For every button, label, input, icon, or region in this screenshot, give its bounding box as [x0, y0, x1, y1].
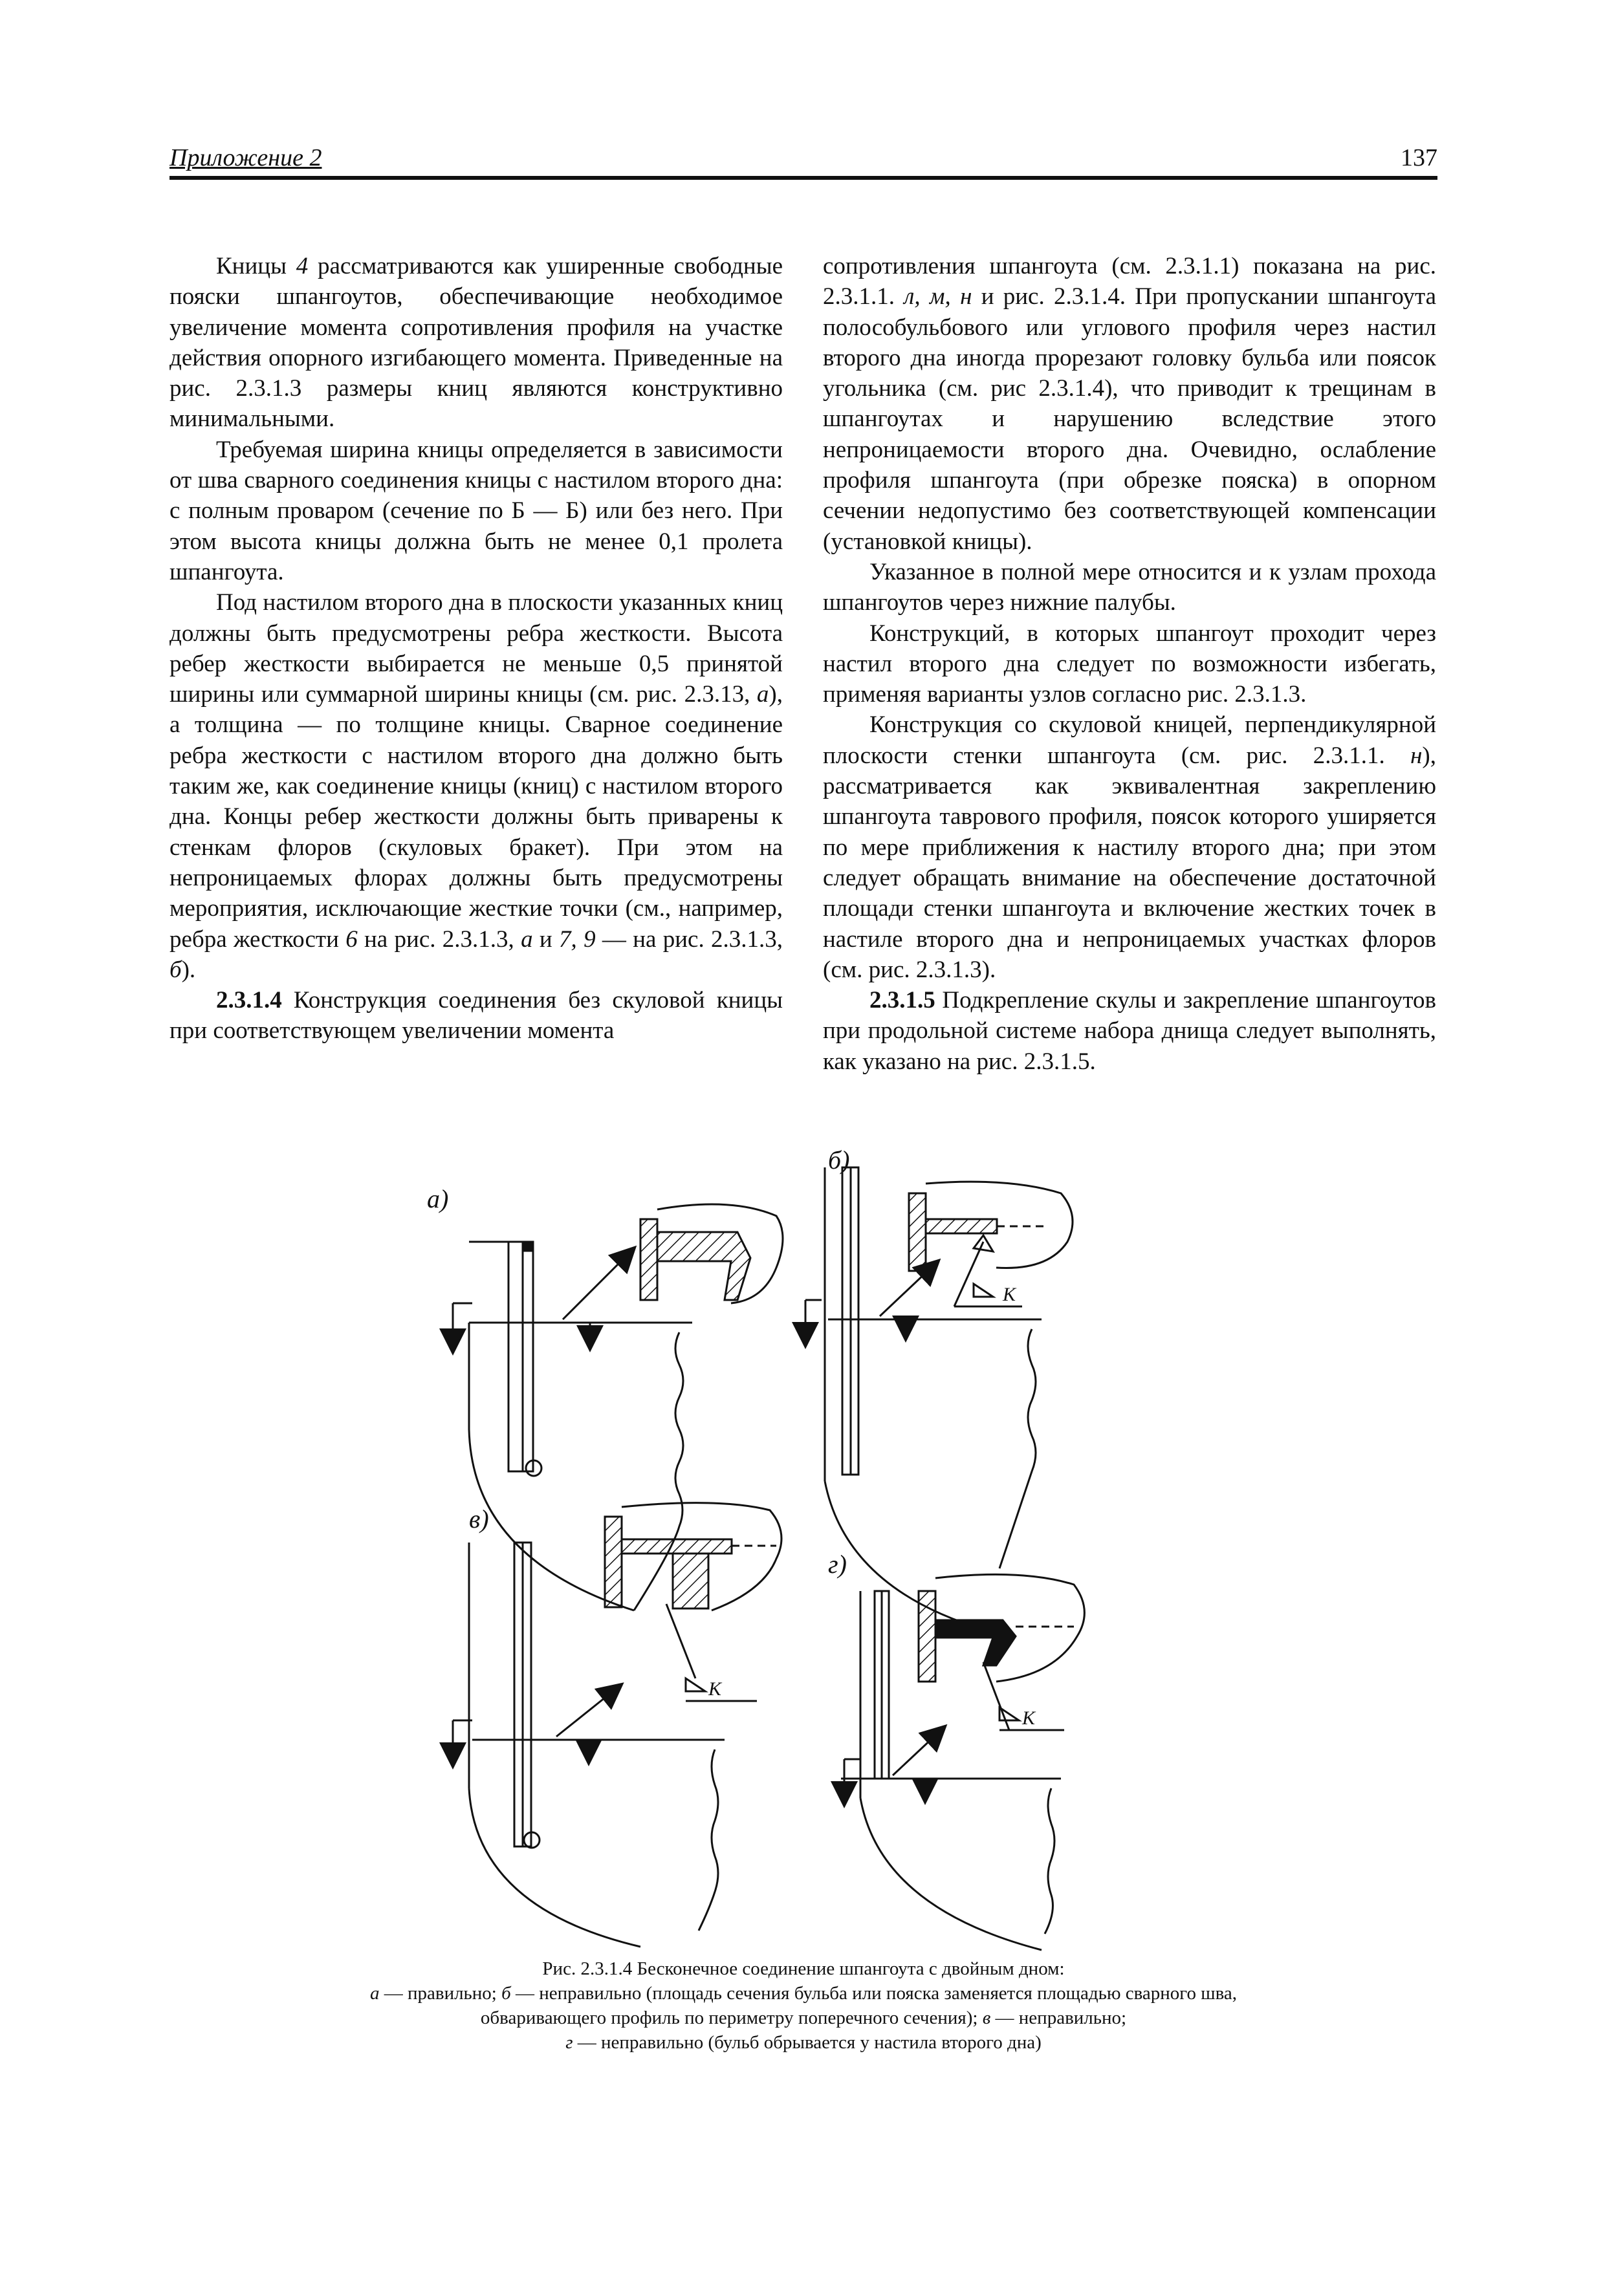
text-run-italic: г [565, 2032, 573, 2053]
text-run-italic: 6 [345, 926, 358, 953]
paragraph: Требуемая ширина кницы определяется в зависимости от шва сварного соединения кницы с настилом второго дна: с полным проваром (сечение по Б — Б) или без него. При этом высота кницы должна быть не менее 0,1 пролета шпангоута. [169, 436, 783, 585]
text-run: Подкрепление скулы и закрепление шпангоутов при продольной системе набора днища следует выполнять, как указано на рис. 2.3.1.5. [823, 987, 1436, 1075]
weld-label-g: К [1022, 1707, 1035, 1729]
text-run: — неправильно (площадь сечения бульба или пояска заменяется площадью сварного шва, [510, 1983, 1237, 2004]
weld-label-v: К [708, 1678, 721, 1700]
text-run-italic: а [756, 681, 769, 708]
text-run: Конструкция соединения без скуловой кницы при соответствующем увеличении момента [169, 987, 783, 1045]
panel-b-label: б) [828, 1145, 850, 1175]
caption-line: Рис. 2.3.1.4 Бесконечное соединение шпангоута с двойным дном: [542, 1958, 1065, 1979]
text-run: — на рис. 2.3.1.3, [595, 926, 783, 953]
text-run: обваривающего профиль по периметру поперечного сечения); [480, 2008, 983, 2028]
text-run-italic: а [369, 1983, 380, 2004]
figure-caption [169, 1956, 1437, 2055]
text-run: Под настилом второго дна в плоскости указанных книц должны быть предусмотрены ребра жесткости. Высота ребер жесткости выбирается не меньше 0,5 принятой ширины или суммарной ширины кницы (см. рис. 2.3.13, [169, 589, 783, 708]
text-run: ), рассматривается как эквивалентная закреплению шпангоута таврового профиля, поясок которого уширяется по мере приближения к настилу второго дна; при этом следует обращать внимание на обеспечение достаточной площади стенки шпангоута и включение жестких точек в настиле второго дна и непроницаемых участках флоров (см. рис. 2.3.1.3). [823, 742, 1436, 983]
text-run: — неправильно (бульб обрывается у настила второго дна) [573, 2032, 1042, 2053]
section-number: 2.3.1.5 [869, 987, 935, 1014]
running-header [169, 140, 1437, 180]
paragraph [169, 587, 783, 985]
page-number: 137 [1401, 144, 1437, 171]
paragraph [169, 985, 783, 1046]
section-number: 2.3.1.4 [216, 987, 282, 1014]
text-run-italic: л, м, н [904, 283, 972, 310]
text-run: — правильно; [379, 1983, 502, 2004]
text-run: ). [181, 956, 196, 983]
caption-line [169, 2030, 1437, 2055]
panel-a-label: а) [427, 1184, 449, 1213]
caption-line [169, 1981, 1437, 2006]
text-run-italic: б [169, 956, 182, 983]
text-run: и рис. 2.3.1.4. При пропускании шпангоута полособульбового или углового профиля через настил второго дна иногда прорезают головку бульба или поясок угольника (см. рис 2.3.1.4), что приводит к трещинам в шпангоутах и нарушению вследствие этого непроницаемости второго дна. Очевидно, ослабление профиля шпангоута (при обрезке пояска) в опорном сечении недопустимо без соответствующей компенсации (установкой кницы). [823, 283, 1436, 555]
running-header-title: Приложение 2 [169, 144, 322, 171]
text-run: — неправильно; [990, 2008, 1127, 2028]
left-column [169, 251, 783, 1046]
text-run: рассматриваются как уширенные свободные пояски шпангоутов, обеспечивающие необходимое увеличение момента сопротивления профиля на участке действия опорного изгибающего момента. Приведенные на рис. 2.3.1.3 размеры книц являются конструктивно минимальными. [169, 253, 783, 433]
paragraph [823, 985, 1436, 1077]
text-run: сопротивления шпангоута (см. 2.3.1.1) показана на рис. 2.3.1.1. [823, 253, 1436, 310]
text-run-italic: б [501, 1983, 511, 2004]
text-run-italic: 4 [296, 253, 309, 279]
text-run: Кницы [216, 253, 296, 279]
paragraph [823, 251, 1436, 557]
text-run: Конструкция со скуловой кницей, перпендикулярной плоскости стенки шпангоута (см. рис. 2.3.1.1. [823, 711, 1436, 769]
panel-v [453, 1503, 781, 1947]
panel-g [841, 1574, 1084, 1950]
figure-2-3-1-4 [427, 1145, 1177, 2296]
caption-line [169, 2006, 1437, 2030]
text-run-italic: н [1410, 742, 1423, 769]
text-run-italic: в [982, 2008, 991, 2028]
text-run-italic: а [521, 926, 533, 953]
paragraph: Конструкций, в которых шпангоут проходит через настил второго дна следует по возможности избегать, применяя варианты узлов согласно рис. 2.3.1.3. [823, 620, 1436, 708]
text-run-italic: 7, 9 [559, 926, 596, 953]
panel-v-label: в) [469, 1504, 489, 1533]
panel-g-label: г) [828, 1550, 847, 1579]
figure-drawing [427, 1145, 1177, 1953]
paragraph: Указанное в полной мере относится и к узлам прохода шпангоутов через нижние палубы. [823, 558, 1436, 616]
paragraph [823, 709, 1436, 985]
right-column [823, 251, 1436, 1077]
text-run: и [532, 926, 560, 953]
text-run: на рис. 2.3.1.3, [357, 926, 521, 953]
paragraph [169, 251, 783, 435]
weld-label-b: К [1003, 1284, 1016, 1305]
text-run: ), а толщина — по толщине кницы. Сварное соединение ребра жесткости с настилом второго дна должно быть таким же, как соединение кницы (книц) с настилом второго дна. Концы ребер жесткости должны быть приварены к стенкам флоров (скуловых бракет). При этом на непроницаемых флорах должны быть предусмотрены мероприятия, исключающие жесткие точки (см., например, ребра жесткости [169, 681, 783, 953]
